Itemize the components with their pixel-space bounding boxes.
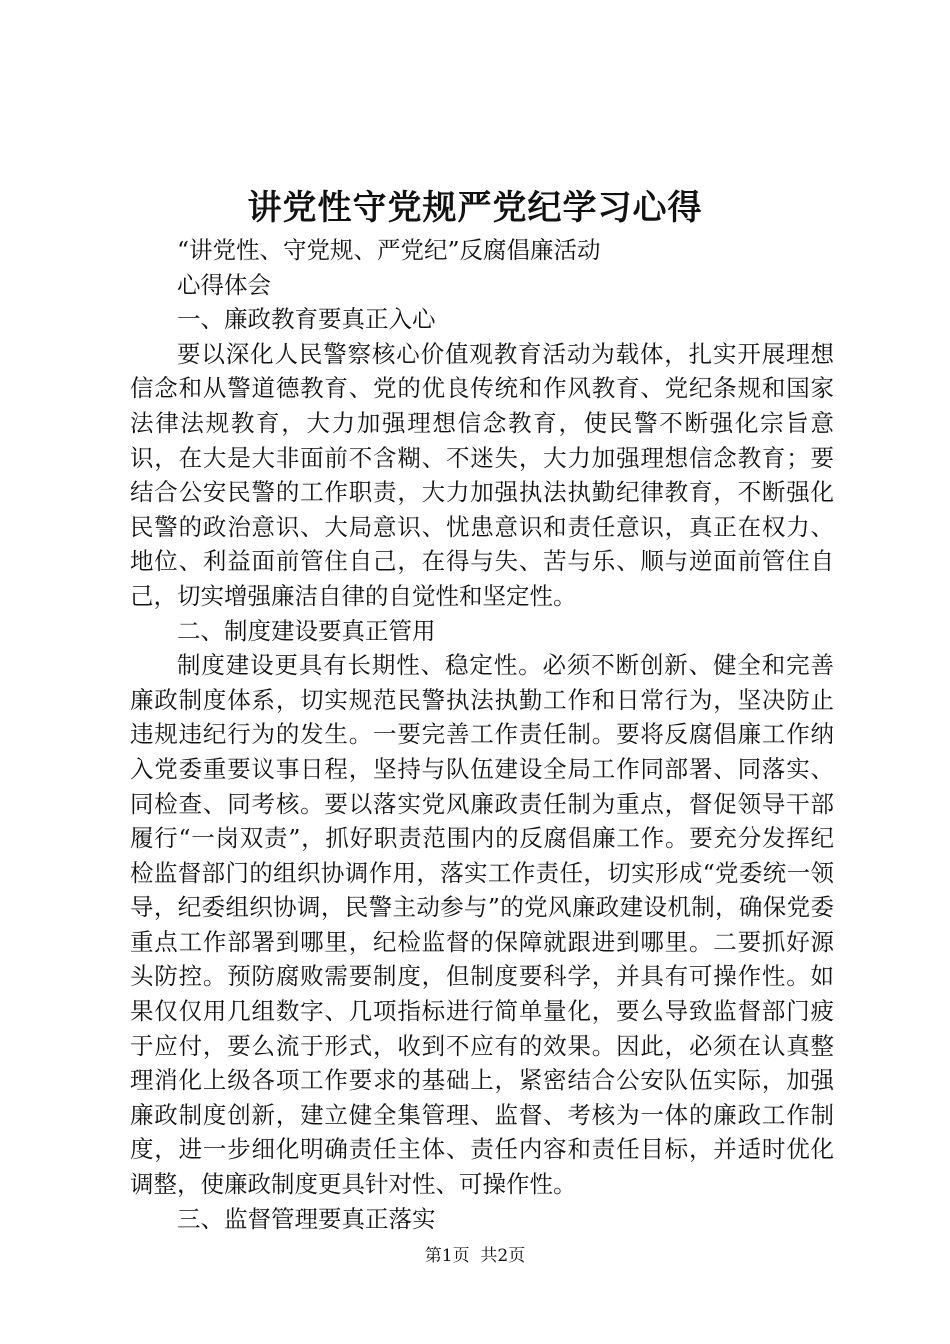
paragraph-section-2: 制度建设更具有长期性、稳定性。必须不断创新、健全和完善廉政制度体系，切实规范民警执法执勤工作和日常行为，坚决防止违规违纪行为的发生。一要完善工作责任制。要将反腐倡廉工作纳入党委重要议事日程，坚持与队伍建设全局工作同部署、同落实、同检查、同考核。要以落实党风廉政责任制为重点，督促领导干部履行“一岗双责”，抓好职责范围内的反腐倡廉工作。要充分发挥纪检监督部门的组织协调作用，落实工作责任，切实形成“党委统一领导，纪委组织协调，民警主动参与”的党风廉政建设机制，确保党委重点工作部署到哪里，纪检监督的保障就跟进到哪里。二要抓好源头防控。预防腐败需要制度，但制度要科学，并具有可操作性。如果仅仅用几组数字、几项指标进行简单量化，要么导致监督部门疲于应付，要么流于形式，收到不应有的效果。因此，必须在认真整理消化上级各项工作要求的基础上，紧密结合公安队伍实际，加强廉政制度创新，建立健全集管理、监督、考核为一体的廉政工作制度，进一步细化明确责任主体、责任内容和责任目标，并适时优化调整，使廉政制度更具针对性、可操作性。 (130, 651, 834, 1199)
document-body (130, 233, 834, 1236)
section-heading-1: 一、廉政教育要真正入心 (177, 305, 436, 334)
paragraph-intro-line: “讲党性、守党规、严党纪”反腐倡廉活动 (177, 236, 601, 264)
paragraph-section-1: 要以深化人民警察核心价值观教育活动为载体，扎实开展理想信念和从警道德教育、党的优良传统和作风教育、党纪条规和国家法律法规教育，大力加强理想信念教育，使民警不断强化宗旨意识，在大是大非面前不含糊、不迷失，大力加强理想信念教育；要结合公安民警的工作职责，大力加强执法执勤纪律教育，不断强化民警的政治意识、大局意识、忧患意识和责任意识，真正在权力、地位、利益面前管住自己，在得与失、苦与乐、顺与逆面前管住自己，切实增强廉洁自律的自觉性和坚定性。 (130, 339, 834, 610)
page-footer (0, 1244, 950, 1268)
section-heading-2: 二、制度建设要真正管用 (177, 616, 436, 645)
document-title: 讲党性守党规严党纪学习心得 (247, 188, 703, 228)
page-number-label: 第1页 共2页 (424, 1246, 526, 1266)
paragraph-intro-subtitle: 心得体会 (177, 270, 271, 299)
section-heading-3: 三、监督管理要真正落实 (177, 1204, 436, 1233)
